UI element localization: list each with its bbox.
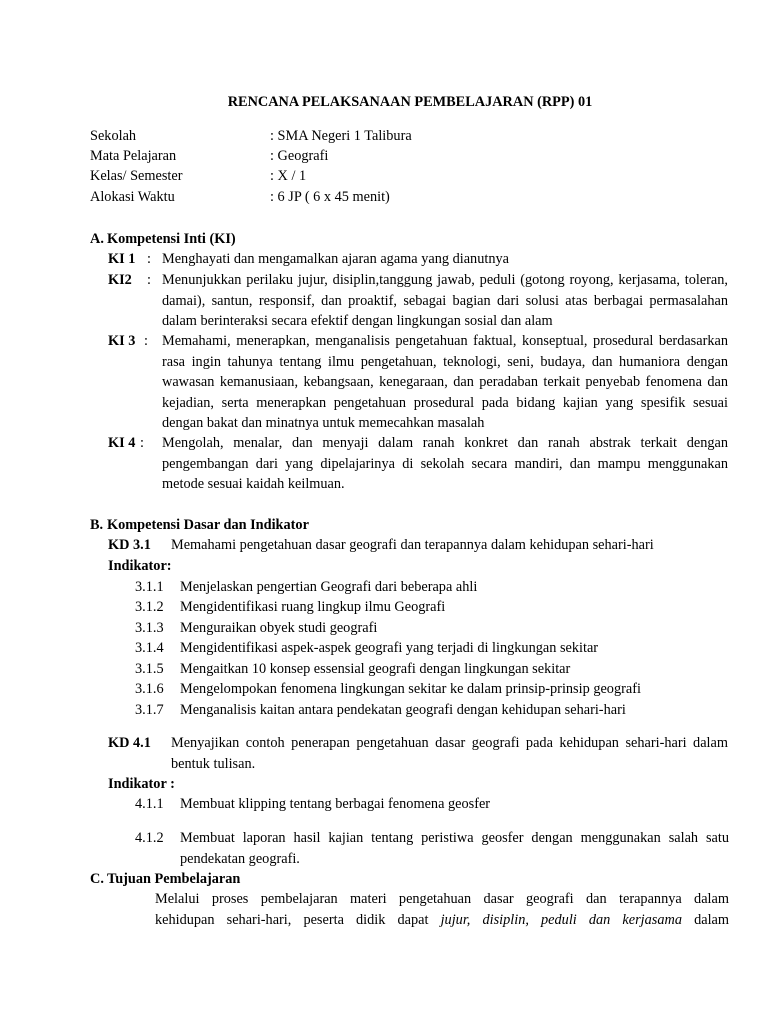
indicator-number: 3.1.4 bbox=[135, 640, 164, 656]
indicator-number: 3.1.2 bbox=[135, 599, 164, 615]
ki-code: KI 3 bbox=[108, 333, 136, 349]
kd-item bbox=[108, 733, 728, 774]
indicator-text: Menjelaskan pengertian Geografi dari beberapa ahli bbox=[180, 579, 478, 595]
identity-label: Kelas/ Semester bbox=[90, 168, 183, 184]
section-letter: B. bbox=[90, 517, 104, 533]
indicator-item bbox=[135, 618, 729, 639]
indicator-number: 3.1.7 bbox=[135, 702, 164, 718]
ki-item bbox=[108, 249, 728, 270]
kd-text: Memahami pengetahuan dasar geografi dan terapannya dalam kehidupan sehari-hari bbox=[171, 537, 654, 553]
indicator-text: Membuat klipping tentang berbagai fenomena geosfer bbox=[180, 796, 491, 812]
ki-text: Menunjukkan perilaku jujur, disiplin,tanggung jawab, peduli (gotong royong, kerjasama, toleran, damai), santun, responsif, dan proaktif, sebagai bagian dari solusi atas berbagai permasalahan dalam berinteraksi secara efektif dengan lingkungan sosial dan alam bbox=[162, 272, 728, 330]
identity-label: Sekolah bbox=[90, 128, 137, 144]
identity-value: : Geografi bbox=[270, 148, 329, 164]
indicator-text: Mengelompokan fenomena lingkungan sekitar ke dalam prinsip-prinsip geografi bbox=[180, 681, 641, 697]
indicator-number: 3.1.1 bbox=[135, 579, 164, 595]
indicator-item bbox=[135, 828, 729, 869]
objective-emphasis: jujur, disiplin, peduli dan kerjasama bbox=[440, 912, 682, 928]
ki-colon: : bbox=[147, 251, 151, 267]
indicator-text: Mengidentifikasi ruang lingkup ilmu Geografi bbox=[180, 599, 446, 615]
indicator-text: Menganalisis kaitan antara pendekatan geografi dengan kehidupan sehari-hari bbox=[180, 702, 626, 718]
section-a-heading bbox=[90, 229, 236, 250]
identity-value: : SMA Negeri 1 Talibura bbox=[270, 128, 412, 144]
objective-line-1: Melalui proses pembelajaran materi pengetahuan dasar geografi dan terapannya dalam bbox=[155, 891, 729, 907]
section-title: Tujuan Pembelajaran bbox=[107, 871, 241, 887]
indicator-label: Indikator: bbox=[108, 558, 172, 574]
indicator-label: Indikator : bbox=[108, 776, 175, 792]
section-title: Kompetensi Inti (KI) bbox=[107, 231, 236, 247]
identity-value: : 6 JP ( 6 x 45 menit) bbox=[270, 189, 390, 205]
ki-item bbox=[108, 270, 728, 332]
ki-text: Menghayati dan mengamalkan ajaran agama yang dianutnya bbox=[162, 251, 509, 267]
indicator-number: 3.1.3 bbox=[135, 620, 164, 636]
indicator-number: 3.1.5 bbox=[135, 661, 164, 677]
document-title: RENCANA PELAKSANAAN PEMBELAJARAN (RPP) 01 bbox=[227, 94, 593, 110]
indicator-number: 4.1.1 bbox=[135, 796, 164, 812]
ki-item bbox=[108, 331, 728, 434]
section-c-heading bbox=[90, 869, 240, 890]
ki-colon: : bbox=[147, 272, 151, 288]
identity-label: Alokasi Waktu bbox=[90, 189, 175, 205]
objective-text: kehidupan sehari-hari, peserta didik dapat bbox=[155, 912, 429, 928]
indicator-item bbox=[135, 679, 729, 700]
ki-colon: : bbox=[144, 333, 148, 349]
ki-code: KI2 bbox=[108, 272, 132, 288]
section-b-heading bbox=[90, 515, 309, 536]
indicator-item bbox=[135, 659, 729, 680]
section-letter: C. bbox=[90, 871, 104, 887]
ki-code: KI 4 bbox=[108, 435, 136, 451]
section-title: Kompetensi Dasar dan Indikator bbox=[107, 517, 309, 533]
identity-value: : X / 1 bbox=[270, 168, 307, 184]
indicator-item bbox=[135, 597, 729, 618]
kd-text: Menyajikan contoh penerapan pengetahuan dasar geografi pada kehidupan sehari-hari dalam bentuk tulisan. bbox=[171, 735, 728, 772]
indicator-text: Membuat laporan hasil kajian tentang peristiwa geosfer dengan menggunakan salah satu pendekatan geografi. bbox=[180, 830, 729, 867]
indicator-item bbox=[135, 638, 729, 659]
identity-label: Mata Pelajaran bbox=[90, 148, 177, 164]
indicator-item bbox=[135, 577, 729, 598]
section-letter: A. bbox=[90, 231, 104, 247]
indicator-number: 3.1.6 bbox=[135, 681, 164, 697]
ki-text: Mengolah, menalar, dan menyaji dalam ranah konkret dan ranah abstrak terkait dengan pengembangan dari yang dipelajarinya di sekolah secara mandiri, dan mampu menggunakan metode sesuai kaidah keilmuan. bbox=[162, 435, 728, 493]
kd-code: KD 3.1 bbox=[108, 537, 151, 553]
objective-text: dalam bbox=[694, 912, 730, 928]
ki-item bbox=[108, 433, 728, 495]
indicator-text: Mengidentifikasi aspek-aspek geografi yang terjadi di lingkungan sekitar bbox=[180, 640, 599, 656]
kd-item bbox=[108, 535, 728, 556]
indicator-text: Menguraikan obyek studi geografi bbox=[180, 620, 378, 636]
ki-text: Memahami, menerapkan, menganalisis pengetahuan faktual, konseptual, prosedural berdasarkan rasa ingin tahunya tentang ilmu pengetahuan, teknologi, seni, budaya, dan humaniora dengan wawasan kemanusiaan, kebangsaan, kenegaraan, dan peradaban terkait penyebab fenomena dan kejadian, serta menerapkan pengetahuan prosedural pada bidang kajian yang spesifik sesuai dengan bakat dan minatnya untuk memecahkan masalah bbox=[162, 333, 728, 432]
indicator-text: Mengaitkan 10 konsep essensial geografi dengan lingkungan sekitar bbox=[180, 661, 571, 677]
ki-colon: : bbox=[140, 435, 144, 451]
indicator-number: 4.1.2 bbox=[135, 830, 164, 846]
indicator-item bbox=[135, 700, 729, 721]
objective-line-2 bbox=[155, 910, 729, 931]
ki-code: KI 1 bbox=[108, 251, 136, 267]
indicator-item bbox=[135, 794, 729, 815]
kd-code: KD 4.1 bbox=[108, 735, 151, 751]
